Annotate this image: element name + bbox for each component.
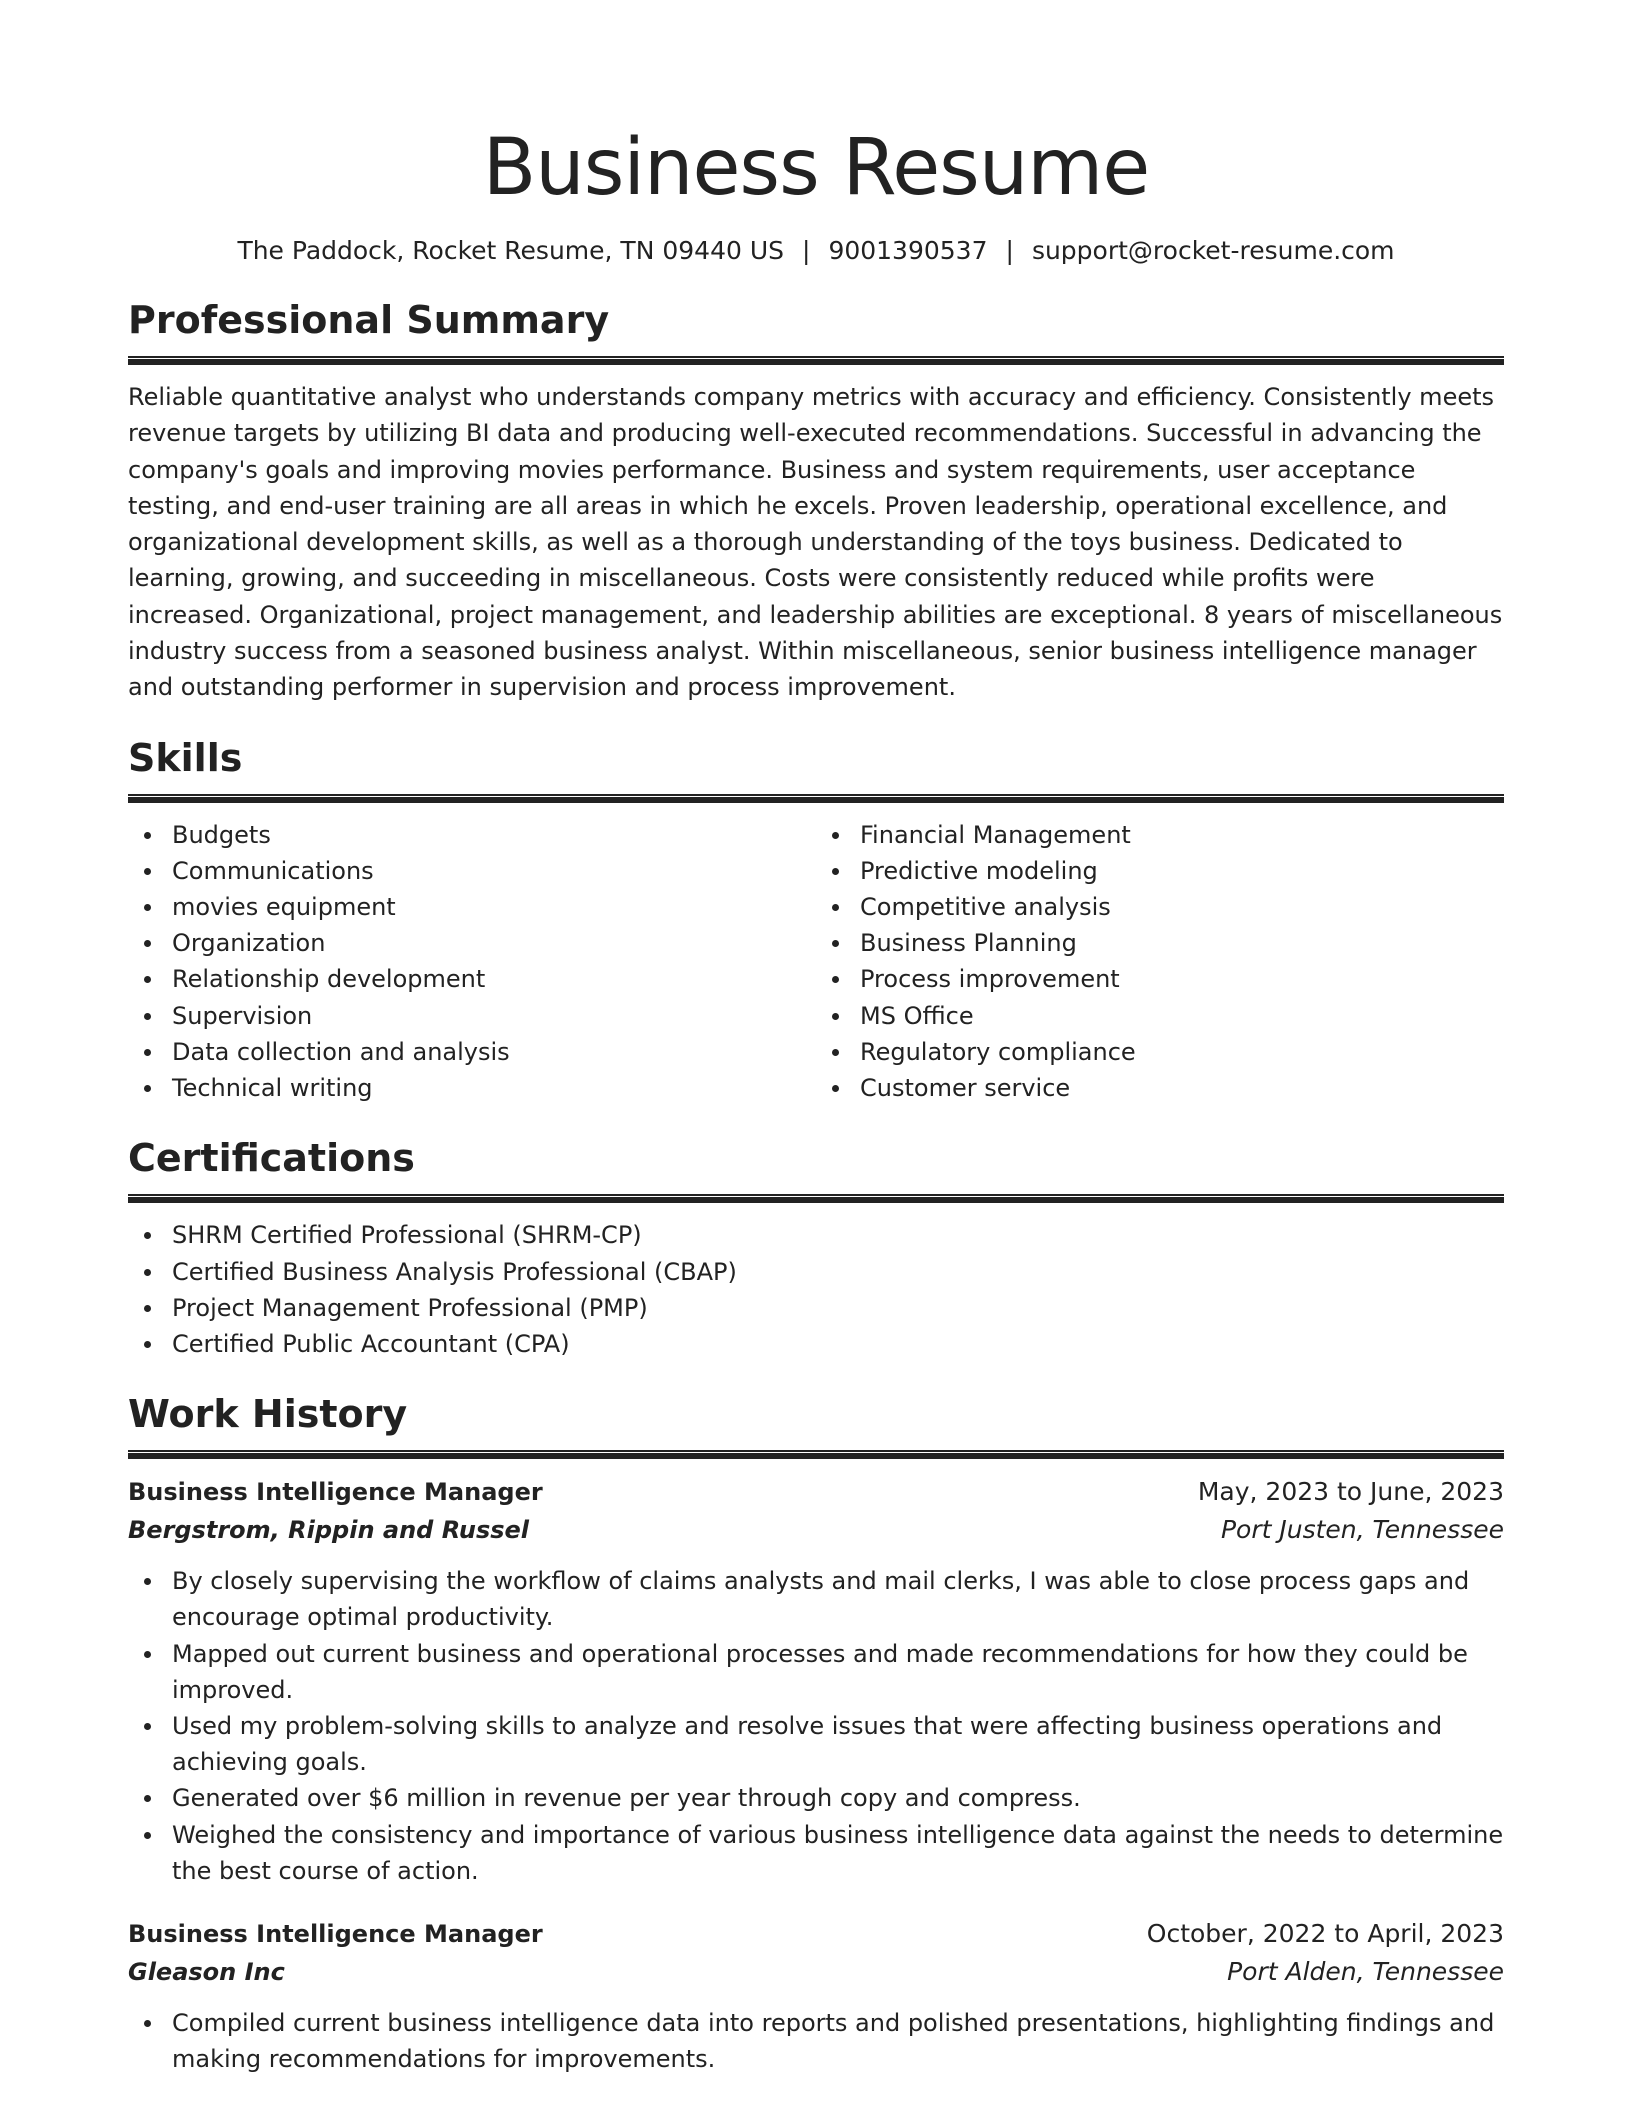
skill-item: Budgets (128, 817, 816, 853)
skills-list-left (128, 817, 816, 1107)
job-title: Business Intelligence Manager (128, 1478, 543, 1507)
contact-address: The Paddock, Rocket Resume, TN 09440 US (237, 236, 784, 265)
skills-columns (128, 817, 1504, 1107)
skill-item: Predictive modeling (816, 853, 1504, 889)
skill-item: Competitive analysis (816, 889, 1504, 925)
summary-heading: Professional Summary (128, 298, 610, 342)
certification-item: Certified Public Accountant (CPA) (128, 1326, 1504, 1362)
job-company-row (128, 1511, 1504, 1549)
certifications-heading: Certifications (128, 1136, 415, 1181)
job-company-row (128, 1953, 1504, 1991)
skill-item: Relationship development (128, 961, 816, 997)
job-bullets (128, 2005, 1504, 2077)
section-divider (128, 1450, 1504, 1459)
section-divider (128, 356, 1504, 365)
certification-item: Project Management Professional (PMP) (128, 1290, 1504, 1326)
job-dates: May, 2023 to June, 2023 (1197, 1477, 1504, 1507)
job-company: Gleason Inc (128, 1957, 285, 1986)
job-header-row (128, 1915, 1504, 1953)
skill-item: Technical writing (128, 1070, 816, 1106)
job-location: Port Alden, Tennessee (1227, 1956, 1504, 1986)
job-bullet: Compiled current business intelligence data into reports and polished presentations, highlighting findings and making recommendations for improvements. (128, 2005, 1504, 2077)
job-bullets (128, 1563, 1504, 1889)
skill-item: Organization (128, 925, 816, 961)
job-bullet: By closely supervising the workflow of claims analysts and mail clerks, I was able to close process gaps and encourage optimal productivity. (128, 1563, 1504, 1635)
skills-heading: Skills (128, 735, 243, 780)
work-history-heading: Work History (128, 1392, 408, 1437)
skill-item: MS Office (816, 998, 1504, 1034)
contact-line (128, 234, 1504, 268)
skill-item: Communications (128, 853, 816, 889)
skill-item: Customer service (816, 1070, 1504, 1106)
resume-name: Business Resume (482, 123, 1150, 213)
job-header-row (128, 1473, 1504, 1511)
skill-item: movies equipment (128, 889, 816, 925)
skill-item: Data collection and analysis (128, 1034, 816, 1070)
certification-item: Certified Business Analysis Professional (CBAP) (128, 1254, 1504, 1290)
section-divider (128, 1194, 1504, 1203)
skill-item: Regulatory compliance (816, 1034, 1504, 1070)
section-divider (128, 794, 1504, 803)
job-company: Bergstrom, Rippin and Russel (128, 1516, 530, 1545)
job-bullet: Weighed the consistency and importance of various business intelligence data against the needs to determine the best course of action. (128, 1817, 1504, 1889)
job-dates: October, 2022 to April, 2023 (1146, 1918, 1504, 1948)
contact-email: support@rocket-resume.com (1031, 236, 1395, 265)
skill-item: Supervision (128, 998, 816, 1034)
summary-text: Reliable quantitative analyst who understands company metrics with accuracy and efficiency. Consistently meets revenue targets by utilizing BI data and producing well-executed recommendations. Successful in advancing the company's goals and improving movies performance. Business and system requirements, user acceptance testing, and end-user training are all areas in which he excels. Proven leadership, operational excellence, and organizational development skills, as well as a thorough understanding of the toys business. Dedicated to learning, growing, and succeeding in miscellaneous. Costs were consistently reduced while profits were increased. Organizational, project management, and leadership abilities are exceptional. 8 years of miscellaneous industry success from a seasoned business analyst. Within miscellaneous, senior business intelligence manager and outstanding performer in supervision and process improvement. (128, 383, 1503, 702)
skill-item: Process improvement (816, 961, 1504, 997)
job-location: Port Justen, Tennessee (1220, 1515, 1504, 1545)
job-entry (128, 1915, 1504, 2077)
job-title: Business Intelligence Manager (128, 1919, 543, 1948)
skill-item: Business Planning (816, 925, 1504, 961)
contact-separator: | (1005, 236, 1014, 265)
skill-item: Financial Management (816, 817, 1504, 853)
certification-item: SHRM Certified Professional (SHRM-CP) (128, 1217, 1504, 1253)
contact-phone: 9001390537 (828, 236, 988, 265)
job-entry (128, 1473, 1504, 1889)
contact-separator: | (802, 236, 811, 265)
job-bullet: Generated over $6 million in revenue per year through copy and compress. (128, 1780, 1504, 1816)
skills-list-right (816, 817, 1504, 1107)
job-bullet: Used my problem-solving skills to analyze and resolve issues that were affecting business operations and achieving goals. (128, 1708, 1504, 1780)
job-bullet: Mapped out current business and operational processes and made recommendations for how they could be improved. (128, 1636, 1504, 1708)
certifications-list (128, 1217, 1504, 1362)
